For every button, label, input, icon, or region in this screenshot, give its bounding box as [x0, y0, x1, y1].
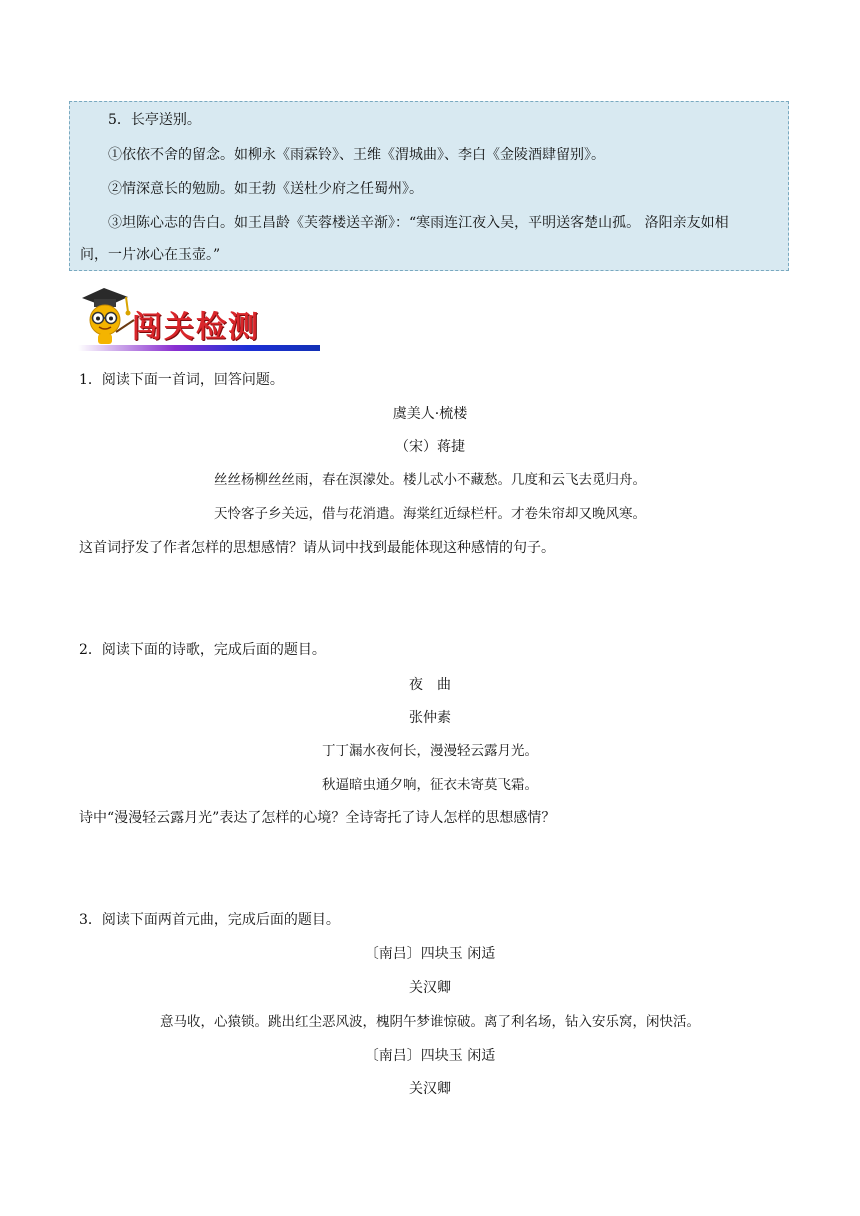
- box-line-4: ③坦陈心志的告白。如王昌龄《芙蓉楼送辛渐》：“寒雨连江夜入吴，平明送客楚山孤。 洛阳亲友如相: [108, 215, 729, 231]
- q2-poem-title: 夜 曲: [409, 677, 451, 693]
- box-line-5: 问，一片冰心在玉壶。”: [80, 247, 221, 263]
- q1-poem-line-1: 丝丝杨柳丝丝雨，春在溟濛处。楼儿忒小不藏愁。几度和云飞去觅归舟。: [214, 472, 646, 488]
- box-line-1: 5．长亭送别。: [108, 112, 201, 128]
- knowledge-box: [69, 101, 789, 271]
- q2-poem-line-2: 秋逼暗虫通夕响，征衣未寄莫飞霜。: [322, 777, 538, 793]
- q1-stem: 1．阅读下面一首词，回答问题。: [79, 372, 284, 388]
- q3-poem1-line-1: 意马收，心猿锁。跳出红尘恶风波，槐阴午梦谁惊破。离了利名场，钻入安乐窝，闲快活。: [160, 1014, 700, 1030]
- q2-question: 诗中“漫漫轻云露月光”表达了怎样的心境？全诗寄托了诗人怎样的思想感情？: [79, 810, 556, 826]
- q3-poem1-title: 〔南吕〕四块玉 闲适: [364, 946, 496, 962]
- q1-question: 这首词抒发了作者怎样的思想感情？请从词中找到最能体现这种感情的句子。: [79, 540, 555, 556]
- q3-poem2-author: 关汉卿: [409, 1081, 451, 1097]
- q3-poem1-author: 关汉卿: [409, 980, 451, 996]
- q2-stem: 2．阅读下面的诗歌，完成后面的题目。: [79, 642, 326, 658]
- q1-poem-line-2: 天怜客子乡关远，借与花消遣。海棠红近绿栏杆。才卷朱帘却又晚风寒。: [214, 506, 646, 522]
- q1-poem-title: 虞美人·梳楼: [392, 406, 468, 422]
- box-line-2: ①依依不舍的留念。如柳永《雨霖铃》、王维《渭城曲》、李白《金陵酒肆留别》。: [108, 147, 605, 163]
- q1-poem-author: （宋）蒋捷: [395, 439, 465, 455]
- banner-title: 闯关检测: [132, 310, 260, 345]
- q2-poem-line-1: 丁丁漏水夜何长，漫漫轻云露月光。: [322, 743, 538, 759]
- box-line-3: ②情深意长的勉励。如王勃《送杜少府之任蜀州》。: [108, 181, 423, 197]
- section-banner: [76, 284, 321, 354]
- banner-underline: [78, 345, 320, 351]
- q2-poem-author: 张仲素: [409, 710, 451, 726]
- q3-poem2-title: 〔南吕〕四块玉 闲适: [364, 1048, 496, 1064]
- q3-stem: 3．阅读下面两首元曲，完成后面的题目。: [79, 912, 340, 928]
